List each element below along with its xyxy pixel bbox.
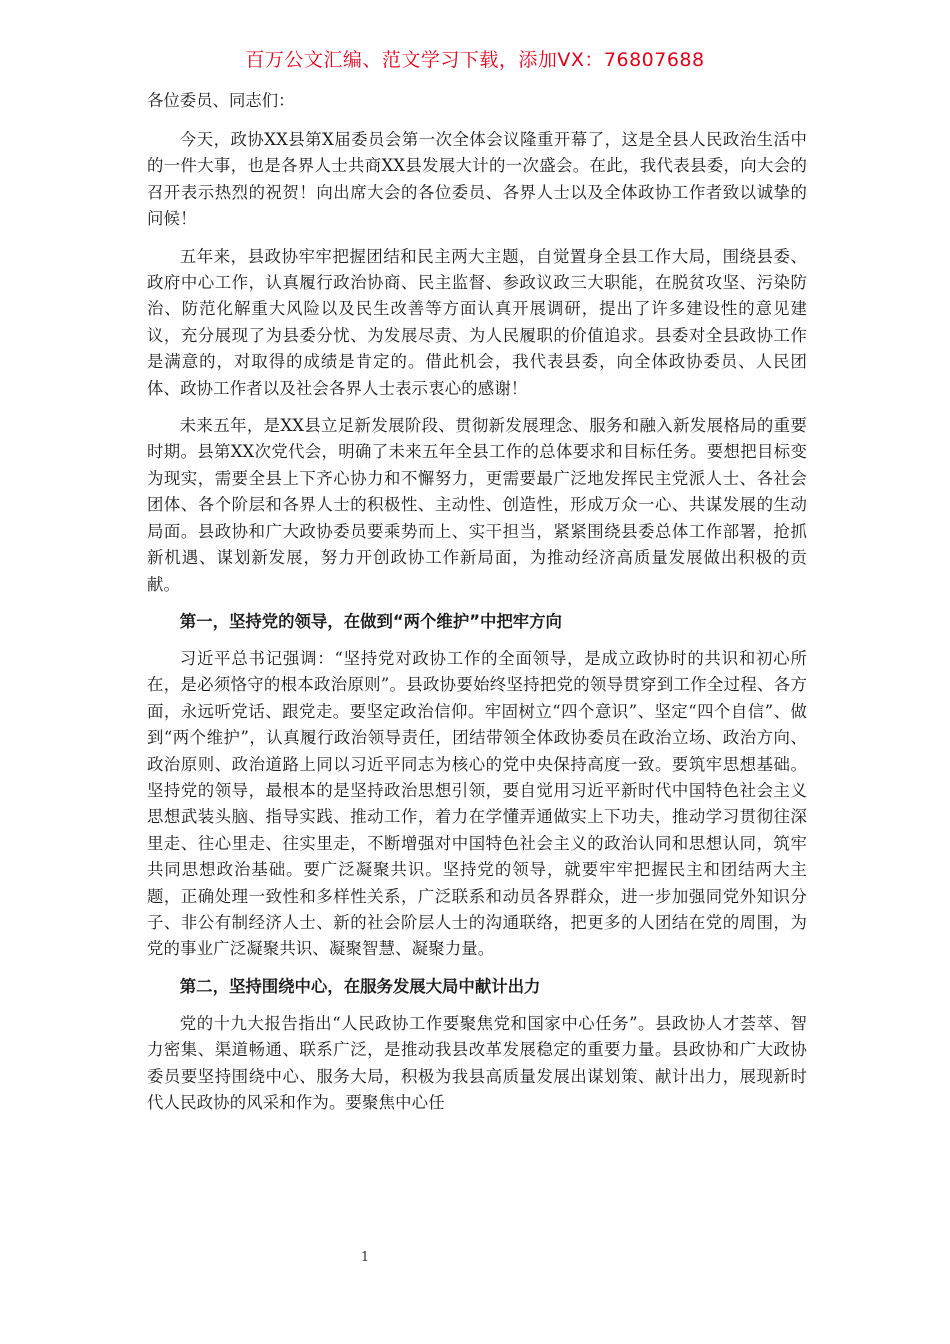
watermark-banner: 百万公文汇编、范文学习下载，添加VX：76807688 <box>245 49 705 71</box>
section-1-paragraph: 习近平总书记强调：“坚持党对政协工作的全面领导，是成立政协时的共识和初心所在，是必须恪守的根本政治原则”。县政协要始终坚持把党的领导贯穿到工作全过程、各方面，永远听党话、跟党走。要坚定政治信仰。牢固树立“四个意识”、坚定“四个自信”、做到“两个维护”，认真履行政治领导责任，团结带领全体政协委员在政治立场、政治方向、政治原则、政治道路上同以习近平同志为核心的党中央保持高度一致。要筑牢思想基础。坚持党的领导，最根本的是坚持政治思想引领，要自觉用习近平新时代中国特色社会主义思想武装头脑、指导实践、推动工作，着力在学懂弄通做实上下功夫，推动学习贯彻往深里走、往心里走、往实里走，不断增强对中国特色社会主义的政治认同和思想认同，筑牢共同思想政治基础。要广泛凝聚共识。坚持党的领导，就要牢牢把握民主和团结两大主题，正确处理一致性和多样性关系，广泛联系和动员各界群众，进一步加强同党外知识分子、非公有制经济人士、新的社会阶层人士的沟通联络，把更多的人团结在党的周围，为党的事业广泛凝聚共识、凝聚智慧、凝聚力量。 <box>147 648 807 959</box>
paragraph-review: 五年来，县政协牢牢把握团结和民主两大主题，自觉置身全县工作大局，围绕县委、政府中心工作，认真履行政治协商、民主监督、参政议政三大职能，在脱贫攻坚、污染防治、防范化解重大风险以及民生改善等方面认真开展调研，提出了许多建设性的意见建议，充分展现了为县委分忧、为发展尽责、为人民履职的价值追求。县委对全县政协工作是满意的，对取得的成绩是肯定的。借此机会，我代表县委，向全体政协委员、人民团体、政协工作者以及社会各界人士表示衷心的感谢！ <box>147 246 807 398</box>
document-body <box>147 88 807 1127</box>
paragraph-outlook: 未来五年，是XX县立足新发展阶段、贯彻新发展理念、服务和融入新发展格局的重要时期。县第XX次党代会，明确了未来五年全县工作的总体要求和目标任务。要想把目标变为现实，需要全县上下齐心协力和不懈努力，更需要最广泛地发挥民主党派人士、各社会团体、各个阶层和各界人士的积极性、主动性、创造性，形成万众一心、共谋发展的生动局面。县政协和广大政协委员要乘势而上、实干担当，紧紧围绕县委总体工作部署，抢抓新机遇、谋划新发展，努力开创政协工作新局面，为推动经济高质量发展做出积极的贡献。 <box>147 416 807 594</box>
salutation: 各位委员、同志们： <box>147 91 295 110</box>
section-heading-2: 第二，坚持围绕中心，在服务发展大局中献计出力 <box>179 976 541 996</box>
section-2-paragraph: 党的十九大报告指出“人民政协工作要聚焦党和国家中心任务”。县政协人才荟萃、智力密集、渠道畅通、联系广泛，是推动我县改革发展稳定的重要力量。县政协和广大政协委员要坚持围绕中心、服务大局，积极为我县高质量发展出谋划策、献计出力，展现新时代人民政协的风采和作为。要聚焦中心任 <box>147 1013 807 1112</box>
section-heading-1: 第一，坚持党的领导，在做到“两个维护”中把牢方向 <box>179 611 562 631</box>
paragraph-opening: 今天，政协XX县第X届委员会第一次全体会议隆重开幕了，这是全县人民政治生活中的一件大事，也是各界人士共商XX县发展大计的一次盛会。在此，我代表县委，向大会的召开表示热烈的祝贺！向出席大会的各位委员、各界人士以及全体政协工作者致以诚挚的问候！ <box>147 130 807 229</box>
page-number: 1 <box>360 1250 370 1265</box>
